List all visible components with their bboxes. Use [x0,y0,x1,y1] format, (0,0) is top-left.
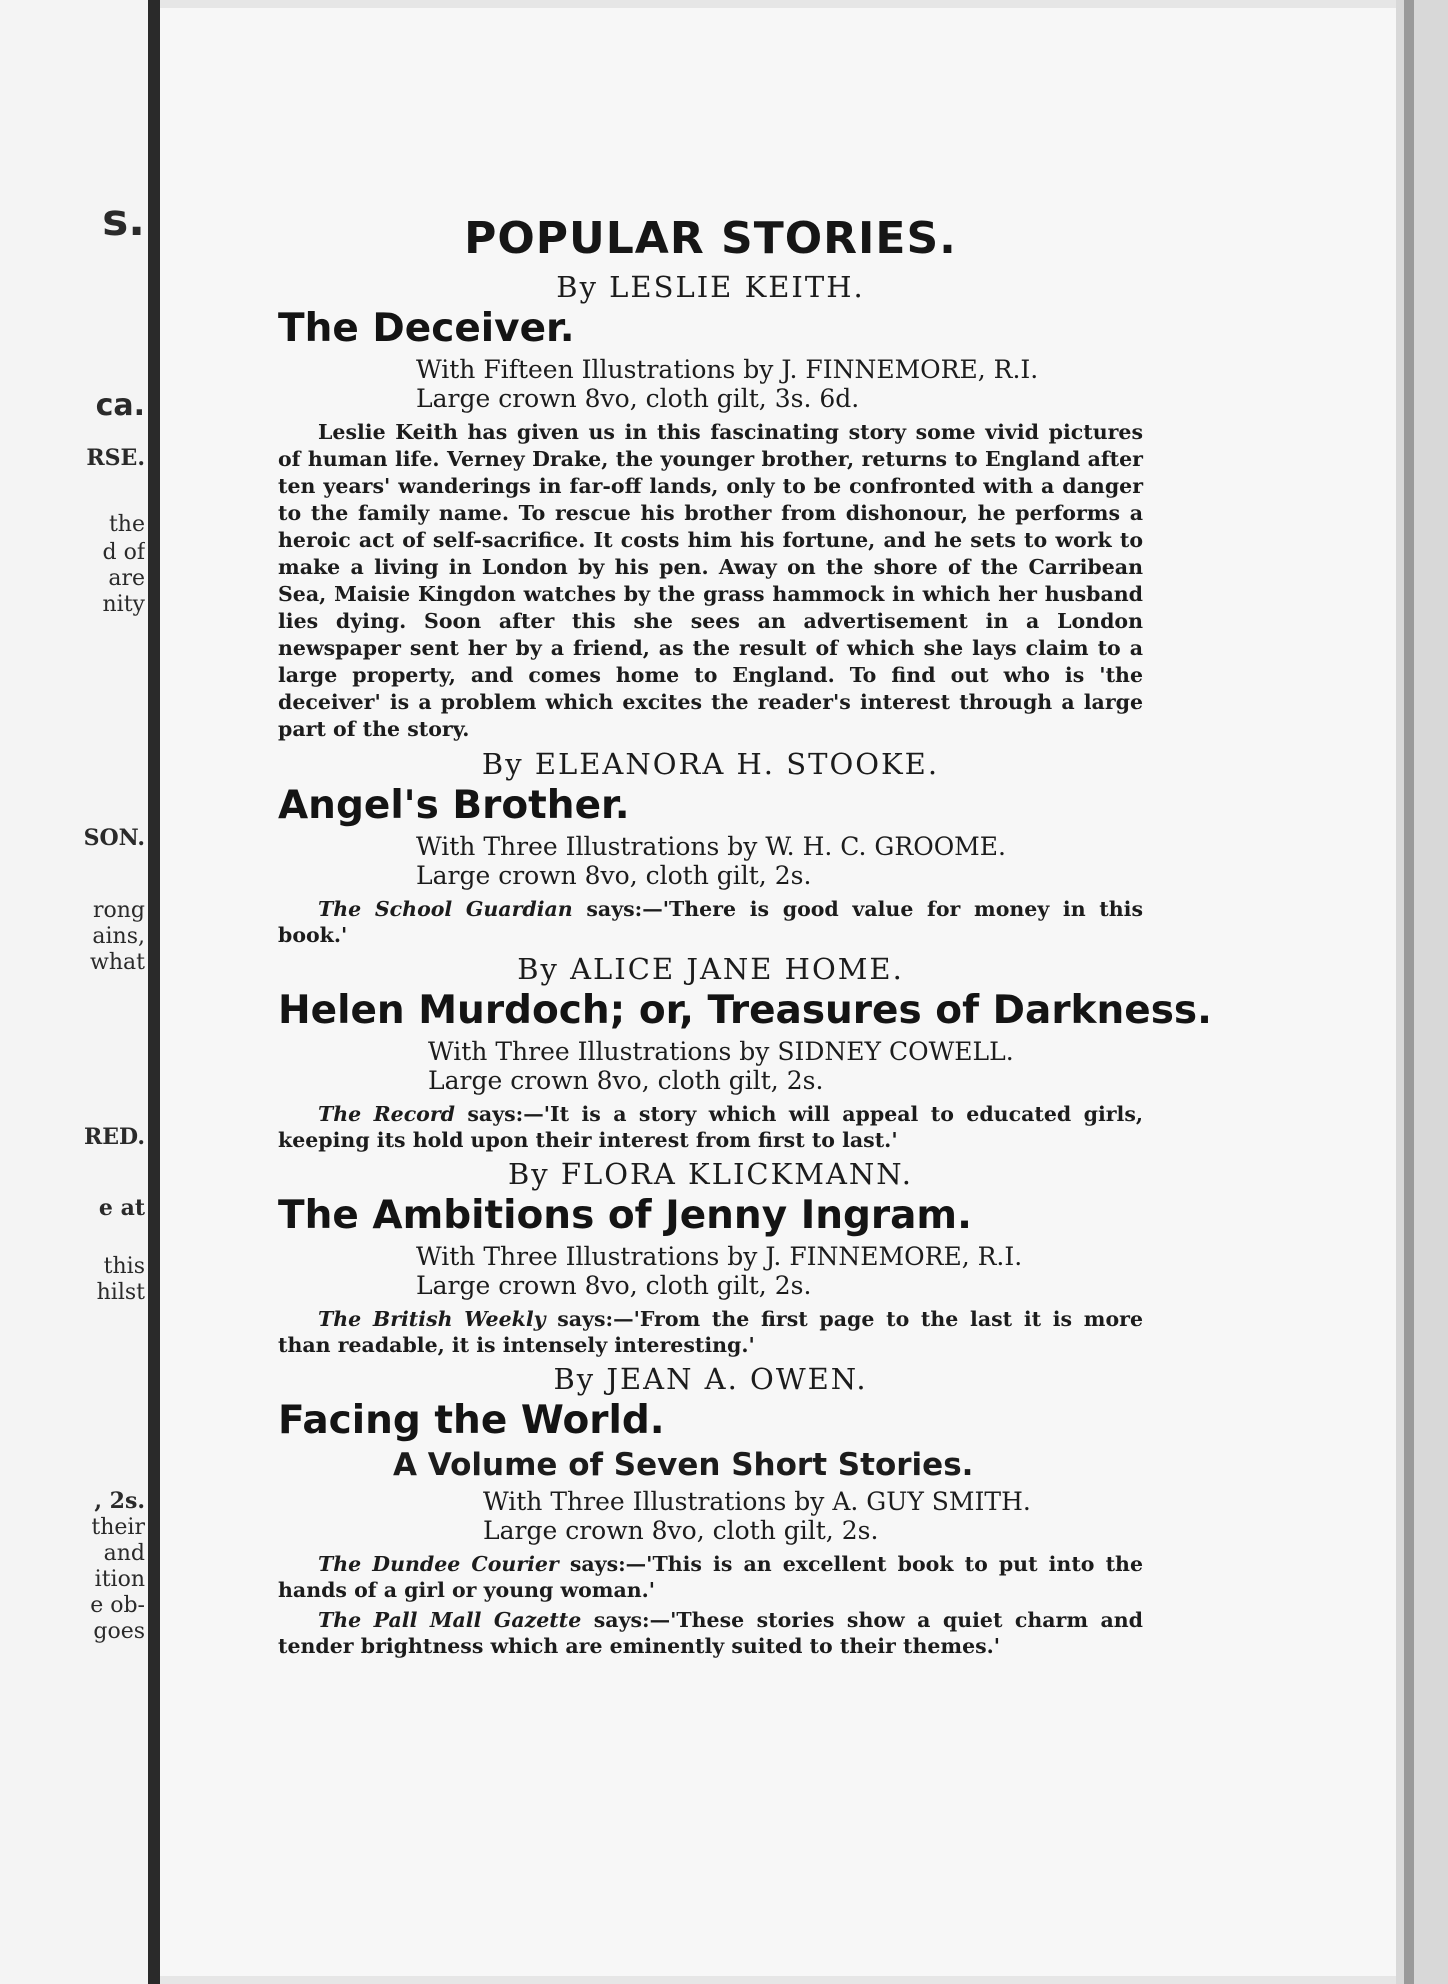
left-fragment: goes [93,1619,145,1644]
publication-name: The Dundee Courier [318,1552,559,1576]
left-fragment: ition [94,1567,145,1592]
left-fragment: SON. [83,825,145,851]
left-fragment: ains, [92,924,145,949]
left-fragment: d of [102,540,145,565]
book-title: The Ambitions of Jenny Ingram. [278,1193,972,1238]
review-quote: says:—'It is a story which will appeal to educated girls, keeping its hold upon their interest from first to last.' [278,1102,1143,1152]
book-title: Facing the World. [278,1398,665,1443]
book-entry [278,747,1143,948]
book-entry [278,270,1143,743]
illustrations-line: With Three Illustrations by A. GUY SMITH. [483,1487,1031,1516]
book-title: Helen Murdoch; or, Treasures of Darkness. [278,988,1212,1033]
left-fragment: e ob- [90,1593,145,1618]
left-fragment: this [103,1254,145,1279]
left-fragment: and [103,1541,145,1566]
review-quote: says:—'These stories show a quiet charm and tender brightness which are eminently suited to their themes.' [278,1608,1143,1658]
left-fragment: , 2s. [94,1488,145,1514]
illustrations-line: With Three Illustrations by J. FINNEMORE, R.I. [416,1242,1023,1271]
press-review [278,1101,1143,1153]
publication-name: The Pall Mall Gazette [318,1608,582,1632]
book-blurb: Leslie Keith has given us in this fascinating story some vivid pictures of human life. Verney Drake, the younger brother, returns to England after ten years' wanderings in far-off lands, only to be confronted with a danger to the family name. To rescue his brother from dishonour, he performs a heroic act of self-sacrifice. It costs him his fortune, and he sets to work to make a living in London by his pen. Away on the shore of the Carribean Sea, Maisie Kingdon watches by the grass hammock in which her husband lies dying. Soon after this she sees an advertisement in a London newspaper sent her by a friend, as the result of which she lays claim to a large property, and comes home to England. To find out who is 'the deceiver' is a problem which excites the reader's interest through a large part of the story. [278,420,1143,741]
format-price-line: Large crown 8vo, cloth gilt, 2s. [428,1066,824,1095]
page-heading: POPULAR STORIES. [464,213,957,264]
author-byline: By JEAN A. OWEN. [553,1362,868,1396]
left-fragment: ca. [95,388,145,423]
author-byline: By LESLIE KEITH. [556,270,865,304]
left-fragment: the [108,512,145,537]
left-page-edge [0,0,150,1984]
left-fragment: what [90,950,145,975]
press-review [278,1306,1143,1358]
format-price-line: Large crown 8vo, cloth gilt, 2s. [416,861,812,890]
author-byline: By ELEANORA H. STOOKE. [481,747,940,781]
illustrations-line: With Three Illustrations by SIDNEY COWELL. [428,1037,1014,1066]
book-entry [278,1362,1143,1659]
format-price-line: Large crown 8vo, cloth gilt, 3s. 6d. [416,384,860,413]
book-title: Angel's Brother. [278,783,630,828]
right-page-edge [1396,0,1448,1984]
book-title: The Deceiver. [278,306,575,351]
left-fragment: rong [92,898,145,923]
left-fragment: e at [98,1195,145,1221]
left-fragment: RED. [83,1124,145,1150]
illustrations-line: With Three Illustrations by W. H. C. GROOME. [416,832,1006,861]
advertisement-page [160,8,1396,1976]
left-fragment: hilst [96,1280,145,1305]
left-fragment: RSE. [86,445,145,471]
left-fragment: their [91,1515,145,1540]
book-entry [278,1157,1143,1358]
book-subtitle: A Volume of Seven Short Stories. [393,1447,974,1483]
left-fragment: are [108,566,145,591]
review-quote: says:—'There is good value for money in this book.' [278,897,1143,947]
book-entry [278,952,1212,1153]
right-edge-band [1404,0,1414,1984]
press-review [278,1551,1143,1603]
author-byline: By ALICE JANE HOME. [517,952,904,986]
author-byline: By FLORA KLICKMANN. [507,1157,914,1191]
page-content [278,213,1212,1663]
left-fragment: nity [102,592,145,617]
format-price-line: Large crown 8vo, cloth gilt, 2s. [483,1516,879,1545]
press-review [278,1607,1143,1659]
illustrations-line: With Fifteen Illustrations by J. FINNEMORE, R.I. [416,355,1039,384]
format-price-line: Large crown 8vo, cloth gilt, 2s. [416,1271,812,1300]
publication-name: The School Guardian [318,897,573,921]
book-gutter [148,0,160,1984]
review-quote: says:—'From the first page to the last it is more than readable, it is intensely interesting.' [278,1307,1143,1357]
review-quote: says:—'This is an excellent book to put into the hands of a girl or young woman.' [278,1552,1143,1602]
left-fragment: s. [102,195,145,246]
publication-name: The Record [318,1102,455,1126]
press-review [278,896,1143,948]
publication-name: The British Weekly [318,1307,546,1331]
